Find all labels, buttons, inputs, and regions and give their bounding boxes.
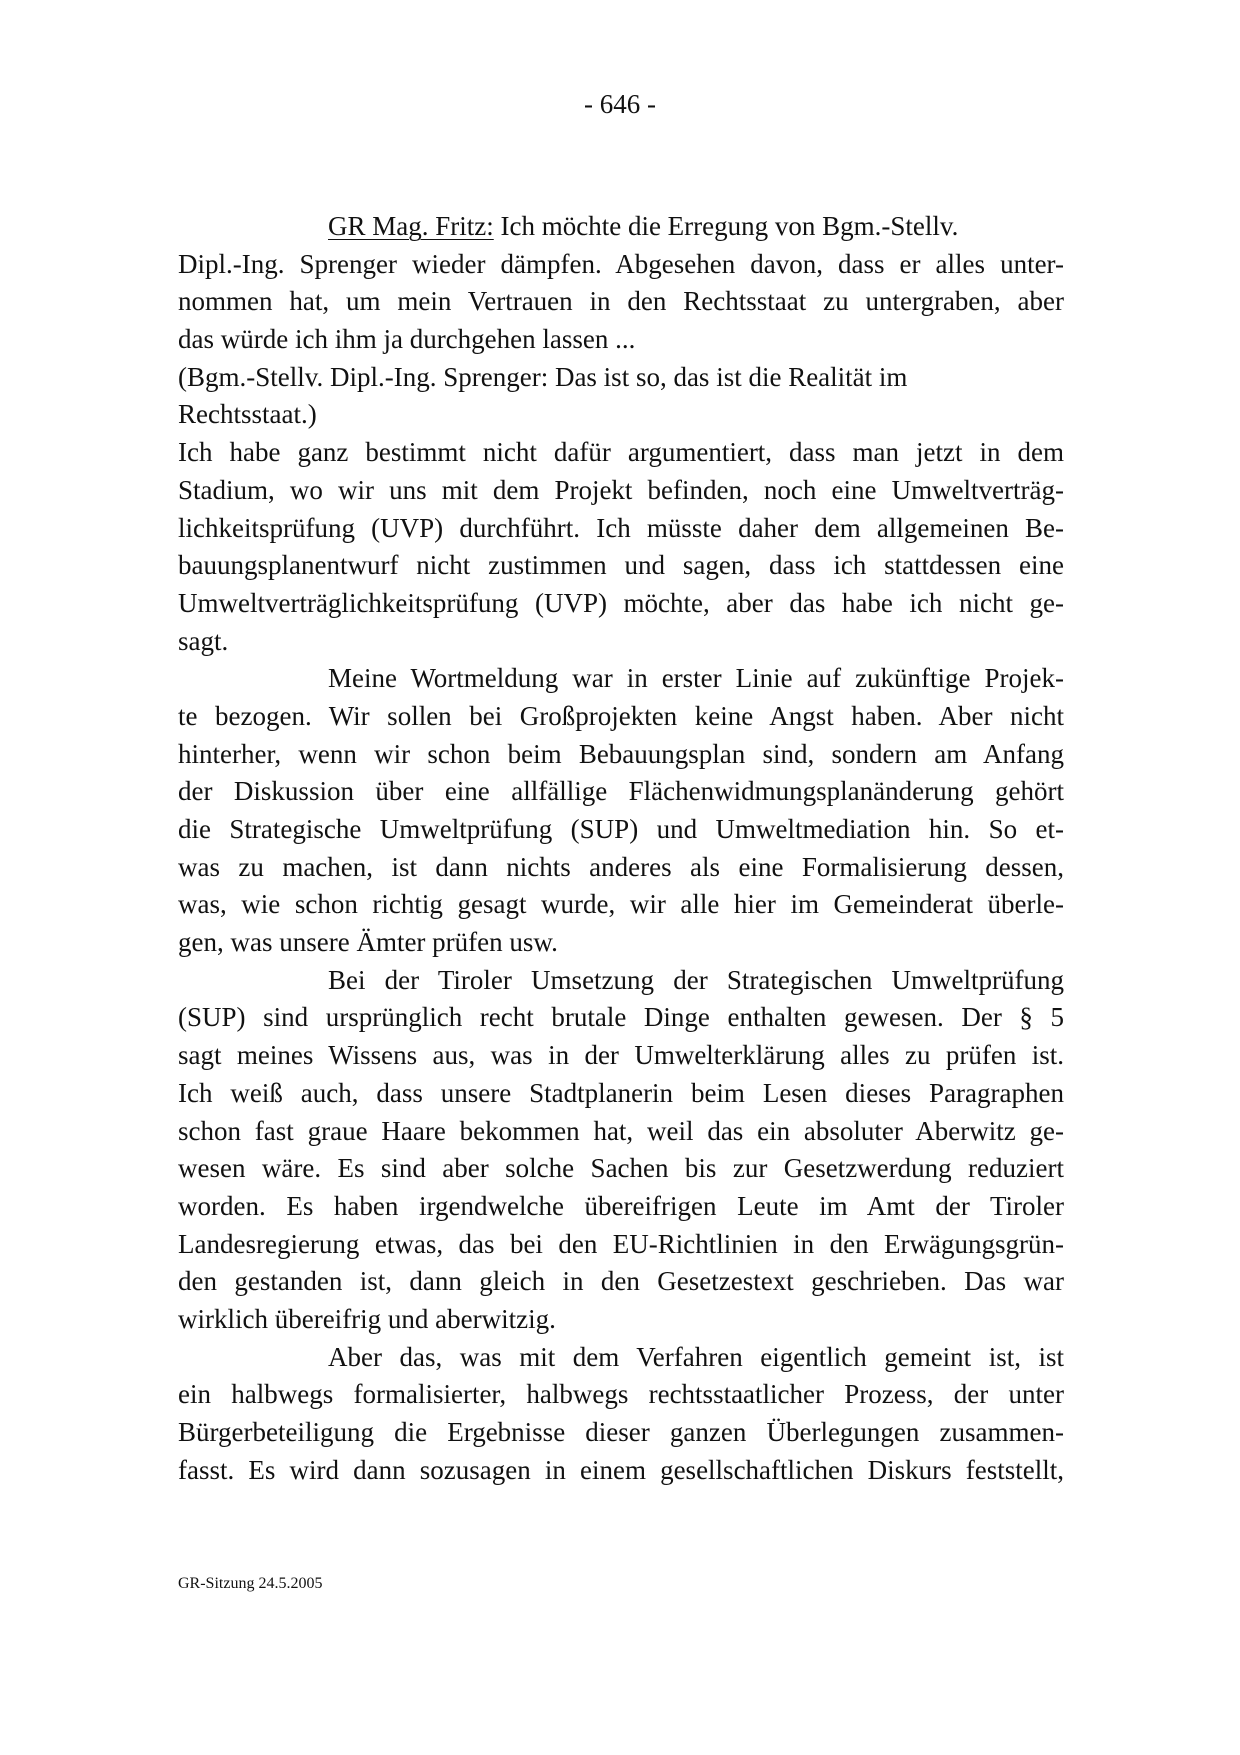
text-line: was, wie schon richtig gesagt wurde, wir alle hier im Gemeinderat überle-	[178, 889, 1064, 920]
text-line: Ich habe ganz bestimmt nicht dafür argumentiert, dass man jetzt in dem	[178, 437, 1064, 468]
text-line: Stadium, wo wir uns mit dem Projekt befinden, noch eine Umweltverträg-	[178, 474, 1064, 505]
text-line: das würde ich ihm ja durchgehen lassen ...	[178, 324, 636, 355]
text-line: die Strategische Umweltprüfung (SUP) und Umweltmediation hin. So et-	[178, 814, 1064, 844]
text-line: was zu machen, ist dann nichts anderes als eine Formalisierung dessen,	[178, 851, 1064, 882]
text-line: Dipl.-Ing. Sprenger wieder dämpfen. Abgesehen davon, dass er alles unter-	[178, 248, 1064, 279]
page-footer: GR-Sitzung 24.5.2005	[178, 1575, 323, 1592]
text-line: Bürgerbeteiligung die Ergebnisse dieser ganzen Überlegungen zusammen-	[178, 1417, 1064, 1447]
text-line: schon fast graue Haare bekommen hat, weil das ein absoluter Aberwitz ge-	[178, 1115, 1064, 1146]
text-line: bauungsplanentwurf nicht zustimmen und sagen, dass ich stattdessen eine	[178, 550, 1064, 581]
paragraph-first-line: Bei der Tiroler Umsetzung der Strategischen Umweltprüfung	[328, 964, 1064, 995]
text-line: sagt meines Wissens aus, was in der Umwelterklärung alles zu prüfen ist.	[178, 1040, 1064, 1071]
page-number: - 646 -	[584, 89, 656, 119]
text-line: nommen hat, um mein Vertrauen in den Rechtsstaat zu untergraben, aber	[178, 286, 1064, 317]
paragraph-first-line: Aber das, was mit dem Verfahren eigentlich gemeint ist, ist	[328, 1341, 1064, 1372]
speech-text	[178, 208, 1064, 1489]
text-line: sagt.	[178, 625, 229, 656]
text-line: Landesregierung etwas, das bei den EU-Richtlinien in den Erwägungsgrün-	[178, 1228, 1064, 1259]
text-line: den gestanden ist, dann gleich in den Gesetzestext geschrieben. Das war	[178, 1266, 1064, 1297]
text-line: der Diskussion über eine allfällige Flächenwidmungsplanänderung gehört	[178, 776, 1064, 807]
interjection-line: Rechtsstaat.)	[178, 399, 317, 430]
speaker-name: GR Mag. Fritz:	[328, 211, 494, 241]
text-line: worden. Es haben irgendwelche übereifrigen Leute im Amt der Tiroler	[178, 1190, 1064, 1221]
text-line: (SUP) sind ursprünglich recht brutale Dinge enthalten gewesen. Der § 5	[178, 1002, 1064, 1033]
text-line: ein halbwegs formalisierter, halbwegs rechtsstaatlicher Prozess, der unter	[178, 1379, 1064, 1410]
speech-first-line	[178, 208, 1064, 246]
speech-first-line-text: Ich möchte die Erregung von Bgm.-Stellv.	[493, 211, 959, 241]
text-line: wirklich übereifrig und aberwitzig.	[178, 1303, 556, 1334]
text-line: gen, was unsere Ämter prüfen usw.	[178, 927, 558, 958]
interjection-line: (Bgm.-Stellv. Dipl.-Ing. Sprenger: Das ist so, das ist die Realität im	[178, 361, 908, 392]
text-line: lichkeitsprüfung (UVP) durchführt. Ich müsste daher dem allgemeinen Be-	[178, 512, 1064, 543]
text-line: hinterher, wenn wir schon beim Bebauungsplan sind, sondern am Anfang	[178, 738, 1064, 769]
text-line: wesen wäre. Es sind aber solche Sachen bis zur Gesetzwerdung reduziert	[178, 1153, 1064, 1184]
paragraph-first-line: Meine Wortmeldung war in erster Linie auf zukünftige Projek-	[328, 663, 1064, 694]
text-line: Umweltverträglichkeitsprüfung (UVP) möchte, aber das habe ich nicht ge-	[178, 587, 1064, 618]
text-line: Ich weiß auch, dass unsere Stadtplanerin beim Lesen dieses Paragraphen	[178, 1077, 1064, 1108]
text-line: te bezogen. Wir sollen bei Großprojekten keine Angst haben. Aber nicht	[178, 700, 1064, 731]
text-line: fasst. Es wird dann sozusagen in einem gesellschaftlichen Diskurs feststellt,	[178, 1454, 1064, 1485]
